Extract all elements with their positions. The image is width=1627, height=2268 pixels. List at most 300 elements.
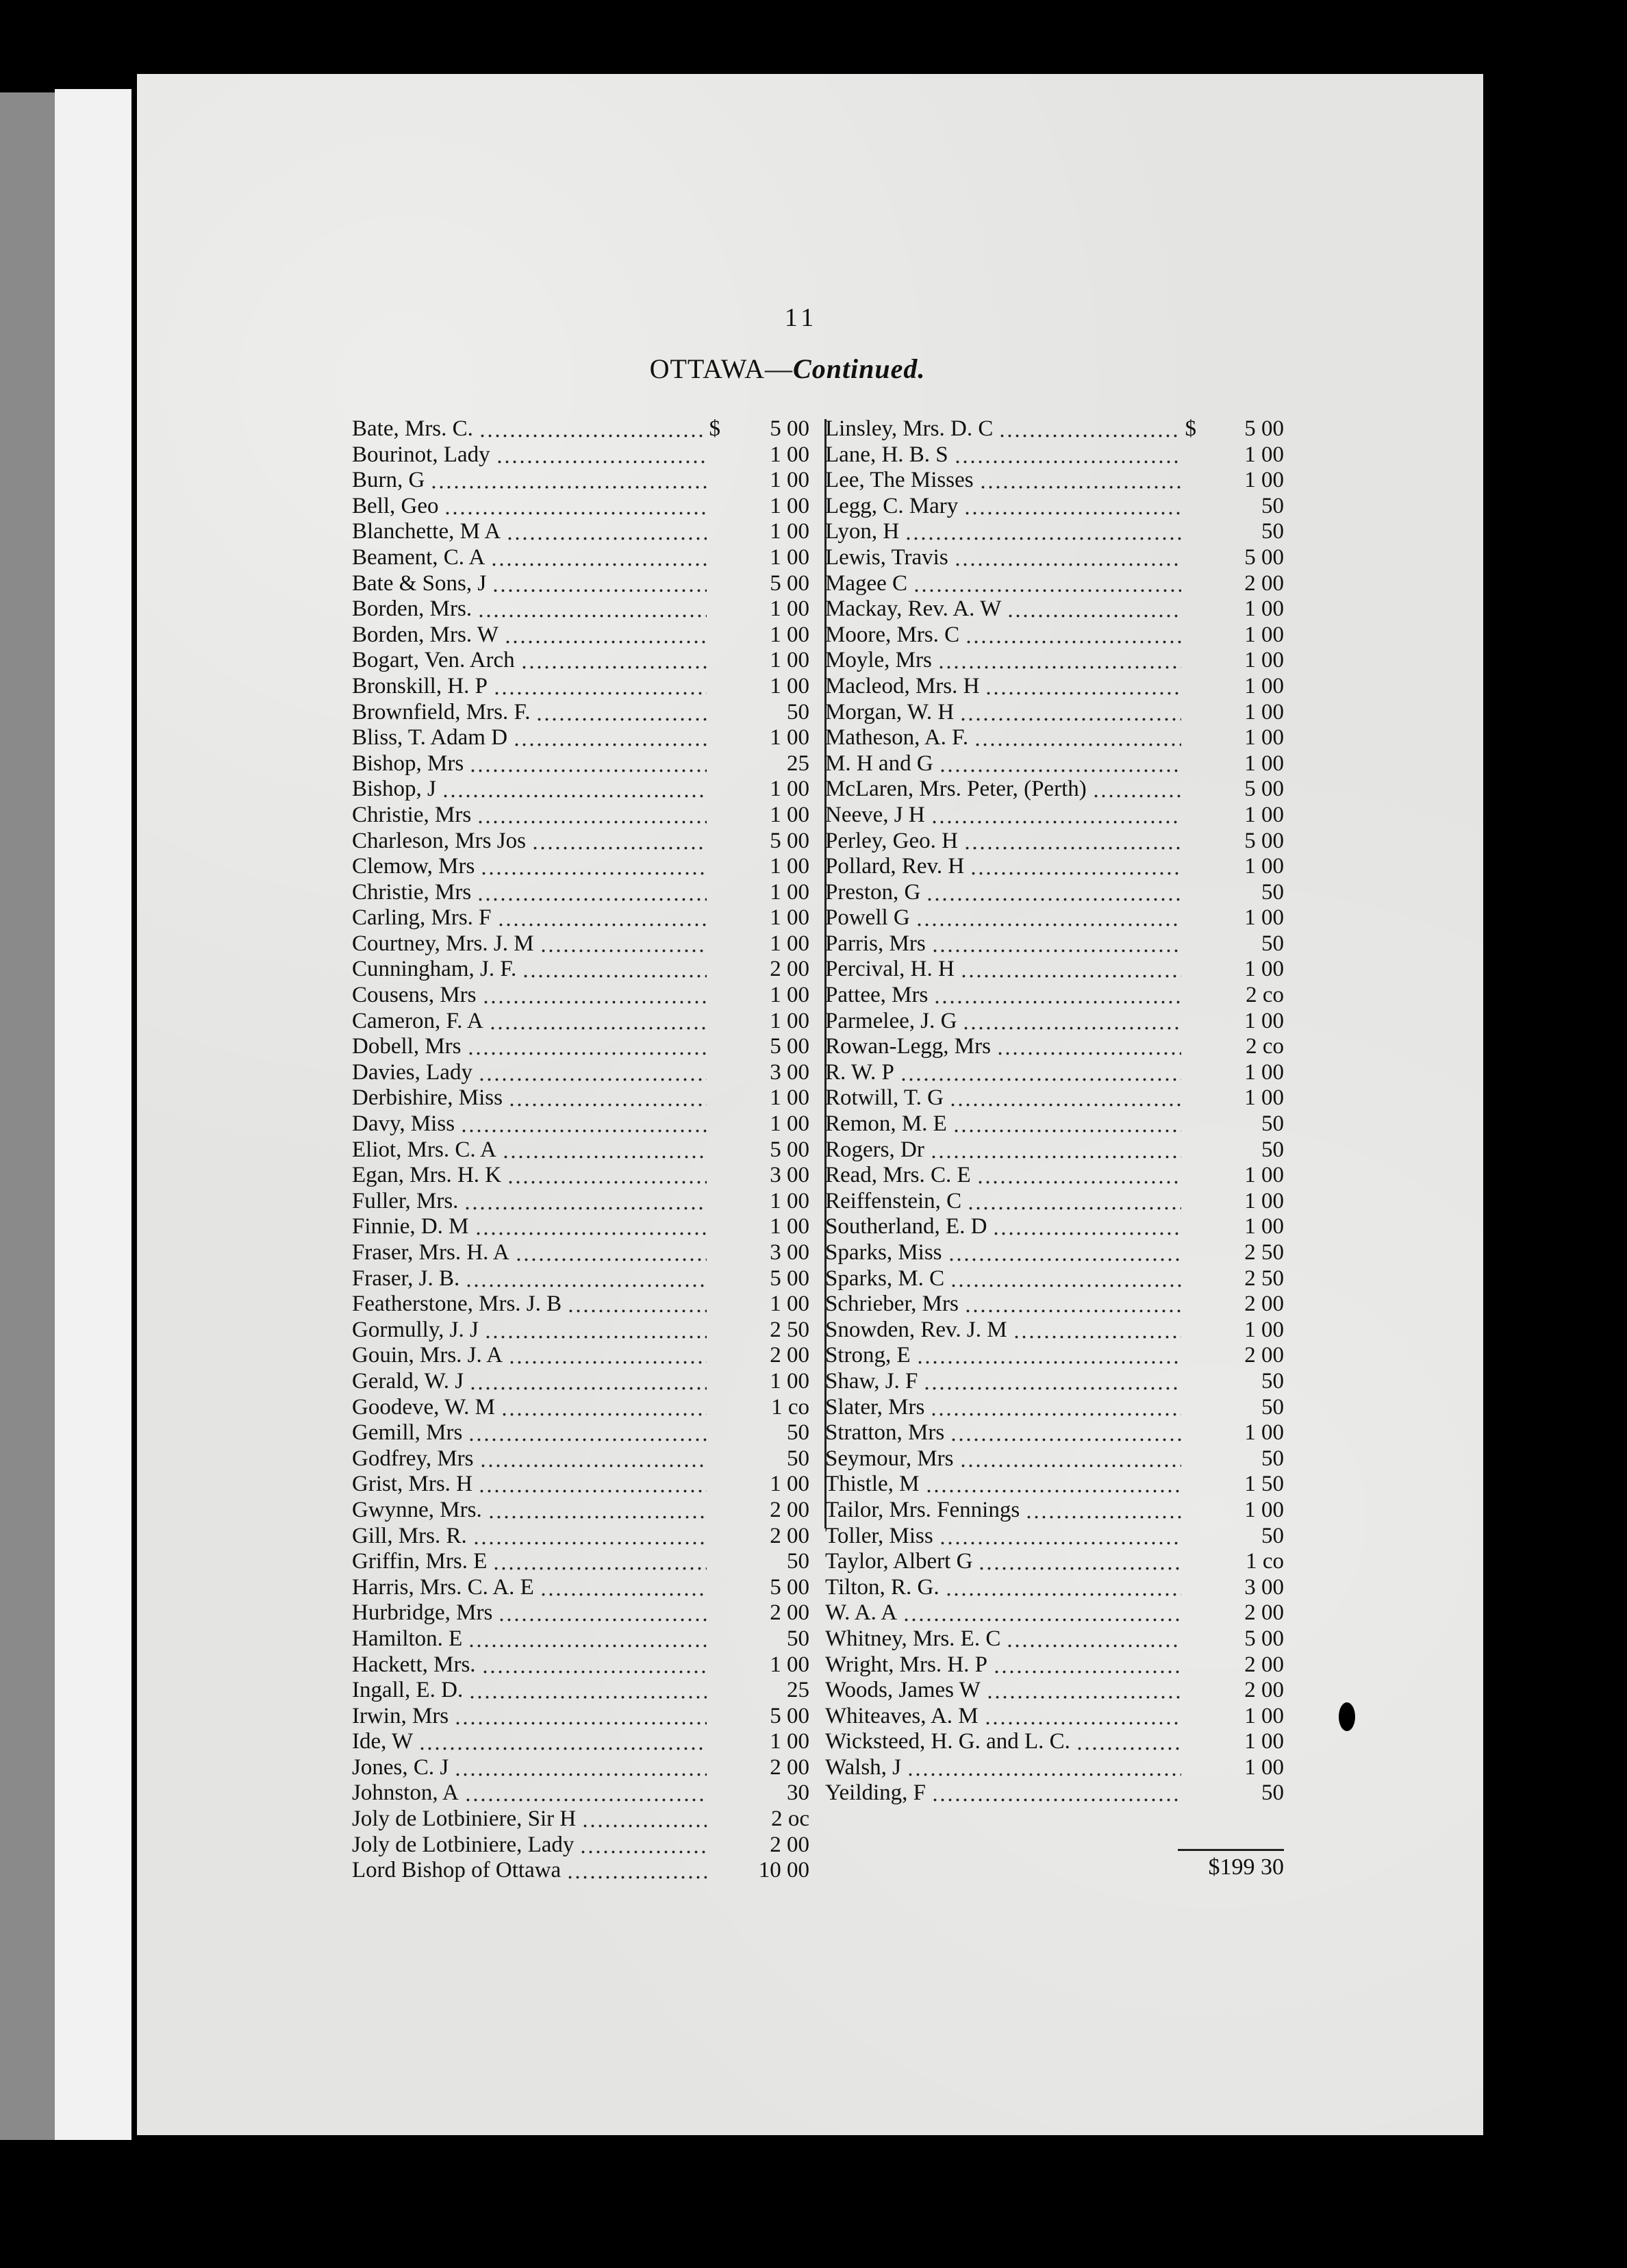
subscriber-name: Christie, Mrs	[352, 802, 472, 827]
subscriber-row	[825, 1240, 1284, 1266]
subscriber-name: Rowan-Legg, Mrs	[825, 1034, 991, 1059]
subscriber-name: Morgan, W. H	[825, 699, 955, 724]
subscriber-name: Powell G	[825, 905, 910, 931]
donation-amount: 1 00	[1244, 1059, 1284, 1085]
subscriber-row	[352, 905, 809, 931]
ink-speck	[1339, 1702, 1355, 1731]
subscriber-name: Shaw, J. F	[825, 1368, 918, 1394]
donation-amount: 1 00	[770, 854, 809, 879]
leader-dots	[522, 957, 707, 983]
subscriber-name: Dobell, Mrs	[352, 1034, 462, 1059]
leader-dots	[979, 468, 1181, 494]
subscriber-name: Wright, Mrs. H. P	[825, 1652, 988, 1677]
donation-amount: 1 00	[1244, 802, 1284, 827]
subscriber-row	[825, 1420, 1284, 1446]
donation-amount: 1 00	[1244, 1420, 1284, 1446]
donation-amount: 5 00	[770, 828, 809, 853]
subscriber-name: Percival, H. H	[825, 957, 955, 982]
subscriber-row	[825, 674, 1284, 700]
donation-amount: 2 00	[770, 957, 809, 982]
subscriber-name: Hurbridge, Mrs	[352, 1600, 493, 1626]
leader-dots	[996, 1034, 1181, 1060]
donation-amount: 3 00	[770, 1240, 809, 1265]
subscriber-row	[352, 1446, 809, 1472]
subscriber-name: Woods, James W	[825, 1678, 981, 1703]
ink-speck	[725, 40, 738, 70]
subscriber-name: Whiteaves, A. M	[825, 1703, 979, 1728]
leader-dots	[475, 1214, 707, 1240]
leader-dots	[945, 1575, 1181, 1601]
leader-dots	[916, 905, 1181, 931]
leader-dots	[937, 648, 1181, 674]
subscriber-row	[352, 622, 809, 648]
donation-amount: 1 00	[1244, 1163, 1284, 1188]
leader-dots	[960, 957, 1181, 983]
subscriber-name: Hamilton. E	[352, 1626, 463, 1651]
leader-dots	[1025, 1498, 1181, 1524]
donation-amount: 50	[1261, 931, 1284, 956]
donation-amount: 1 00	[1244, 622, 1284, 647]
subscriber-name: Griffin, Mrs. E	[352, 1549, 488, 1574]
donation-amount: 2 00	[1244, 1343, 1284, 1368]
subscriber-name: Thistle, M	[825, 1472, 920, 1497]
subscriber-row	[825, 1292, 1284, 1318]
leader-dots	[963, 494, 1181, 520]
leader-dots	[1007, 596, 1181, 622]
leader-dots	[926, 880, 1181, 906]
subscriber-name: Neeve, J H	[825, 802, 925, 827]
donation-amount: 5 00	[770, 1137, 809, 1162]
subscriber-row	[352, 1240, 809, 1266]
subscriber-row	[352, 1318, 809, 1344]
leader-dots	[959, 700, 1181, 726]
donation-amount: 2 00	[770, 1754, 809, 1780]
subscriber-name: Christie, Mrs	[352, 879, 472, 905]
subscriber-row	[352, 1729, 809, 1755]
leader-dots	[506, 519, 707, 545]
subscriber-name: Tilton, R. G.	[825, 1574, 939, 1600]
subscriber-name: Jones, C. J	[352, 1754, 449, 1780]
subscriber-name: Fraser, Mrs. H. A	[352, 1240, 509, 1265]
subscriber-row	[825, 1575, 1284, 1601]
donation-amount: 1 00	[1244, 751, 1284, 776]
donation-amount: 2 00	[770, 1523, 809, 1548]
subscriber-name: Fuller, Mrs.	[352, 1188, 459, 1213]
donation-amount: 2 oc	[771, 1806, 809, 1832]
subscriber-name: Burn, G	[352, 468, 425, 493]
subscriber-name: Clemow, Mrs	[352, 854, 475, 879]
subscriber-row	[352, 1652, 809, 1678]
subscriber-row	[825, 829, 1284, 855]
leader-dots	[985, 674, 1181, 700]
donation-amount: 1 00	[770, 777, 809, 802]
donation-amount: 50	[787, 1549, 809, 1574]
donation-amount: 50	[1261, 1394, 1284, 1420]
subscriber-name: Courtney, Mrs. J. M	[352, 931, 534, 956]
subscriber-row	[352, 700, 809, 726]
subscriber-name: Godfrey, Mrs	[352, 1446, 474, 1471]
subscriber-row	[825, 1472, 1284, 1498]
ink-speck	[1537, 1387, 1548, 1400]
subscriber-row	[825, 442, 1284, 468]
donation-amount: 50	[1261, 879, 1284, 905]
subscriber-row	[825, 1498, 1284, 1524]
subscriber-row	[825, 1343, 1284, 1369]
subscriber-row	[352, 983, 809, 1009]
subscriber-row	[352, 1420, 809, 1446]
subscriber-row	[825, 1524, 1284, 1550]
subscriber-name: Rogers, Dr	[825, 1137, 924, 1162]
leader-dots	[913, 571, 1181, 597]
leader-dots	[962, 1009, 1181, 1035]
subscriber-name: Remon, M. E	[825, 1111, 947, 1137]
subscriber-name: Lane, H. B. S	[825, 442, 948, 467]
donation-amount: 1 00	[770, 1292, 809, 1317]
subscriber-row	[825, 1780, 1284, 1806]
subscriber-name: Magee C	[825, 570, 908, 596]
donation-amount: 1 00	[1244, 905, 1284, 931]
donation-amount: 5 00	[770, 570, 809, 596]
subscriber-row	[825, 519, 1284, 545]
donation-amount: 1 50	[1244, 1472, 1284, 1497]
subscriber-row	[825, 803, 1284, 829]
subscriber-row	[352, 1524, 809, 1550]
subscriber-row	[825, 983, 1284, 1009]
leader-dots	[477, 803, 707, 829]
subscriber-name: W. A. A	[825, 1600, 898, 1626]
subscriber-name: Grist, Mrs. H	[352, 1472, 473, 1497]
subscriber-row	[352, 1189, 809, 1215]
subscriber-row	[352, 1832, 809, 1859]
subscriber-name: Gormully, J. J	[352, 1317, 479, 1342]
donation-amount: 1 00	[1244, 1214, 1284, 1239]
donation-amount: 3 00	[770, 1163, 809, 1188]
donation-amount: 5 00	[770, 416, 809, 441]
subscriber-name: Borden, Mrs.	[352, 596, 472, 622]
leader-dots	[482, 983, 707, 1009]
dollar-sign: $	[1185, 416, 1196, 441]
leader-dots	[925, 1472, 1181, 1498]
leader-dots	[535, 700, 707, 726]
leader-dots	[489, 1009, 707, 1035]
subscriber-name: Gill, Mrs. R.	[352, 1523, 467, 1548]
leader-dots	[464, 1189, 707, 1215]
subscriber-name: Bliss, T. Adam D	[352, 725, 508, 751]
leader-dots	[488, 1498, 707, 1524]
subscriber-row	[352, 416, 809, 442]
subscriber-row	[352, 1678, 809, 1704]
subscriber-name: Gerald, W. J	[352, 1368, 464, 1394]
donation-amount: 5 00	[770, 1574, 809, 1600]
subscriber-row	[352, 596, 809, 622]
donation-amount: 1 00	[770, 1188, 809, 1213]
donation-amount: 1 00	[770, 622, 809, 647]
subscriber-row	[825, 1652, 1284, 1678]
leader-dots	[493, 674, 707, 700]
donation-amount: 50	[787, 699, 809, 724]
donation-amount: 1 00	[770, 802, 809, 827]
subscriber-row	[352, 931, 809, 957]
subscriber-name: Davies, Lady	[352, 1059, 472, 1085]
subscriber-row	[825, 1678, 1284, 1704]
subscriber-name: Borden, Mrs. W	[352, 622, 499, 647]
subscriber-row	[352, 1755, 809, 1781]
subscriber-row	[352, 1549, 809, 1575]
subscriber-row	[352, 571, 809, 597]
donation-amount: 2 00	[770, 1343, 809, 1368]
donation-amount: 25	[787, 751, 809, 776]
subscriber-row	[352, 442, 809, 468]
donation-amount: 50	[1261, 1111, 1284, 1137]
subscriber-row	[825, 1111, 1284, 1137]
leader-dots	[950, 1420, 1181, 1446]
donation-amount: 1 00	[1244, 854, 1284, 879]
leader-dots	[468, 1420, 707, 1446]
leader-dots	[513, 725, 707, 751]
leader-dots	[520, 648, 707, 674]
subscriber-row	[352, 1498, 809, 1524]
subscriber-row	[352, 1060, 809, 1086]
subscriber-row	[825, 494, 1284, 520]
subscriber-name: Pollard, Rev. H	[825, 854, 965, 879]
subscriber-name: Yeilding, F	[825, 1780, 926, 1806]
subscriber-name: Linsley, Mrs. D. C	[825, 416, 994, 441]
donation-amount: 1 00	[1244, 468, 1284, 493]
subscriber-name: Perley, Geo. H	[825, 828, 958, 853]
donation-amount: 1 00	[1244, 648, 1284, 673]
subscriber-name: Johnston, A	[352, 1780, 459, 1806]
subscriber-name: Bate & Sons, J	[352, 570, 487, 596]
donation-amount: 2 00	[770, 1600, 809, 1626]
donation-amount: 50	[1261, 1780, 1284, 1806]
leader-dots	[504, 622, 707, 648]
leader-dots	[531, 829, 707, 855]
subscriber-row	[352, 880, 809, 906]
donation-amount: 5 00	[770, 1265, 809, 1291]
donation-amount: 1 00	[1244, 1754, 1284, 1780]
leader-dots	[998, 416, 1181, 442]
donation-amount: 5 00	[1244, 416, 1284, 441]
leader-dots	[959, 1446, 1181, 1472]
leader-dots	[1006, 1626, 1181, 1652]
subscriber-name: Legg, C. Mary	[825, 493, 959, 518]
donation-amount: 5 00	[770, 1703, 809, 1728]
leader-dots	[477, 596, 707, 622]
donation-amount: 1 co	[771, 1394, 809, 1420]
leader-dots	[464, 1780, 707, 1806]
subscriber-name: McLaren, Mrs. Peter, (Perth)	[825, 777, 1087, 802]
subscriber-name: Whitney, Mrs. E. C	[825, 1626, 1001, 1651]
donation-amount: 50	[1261, 519, 1284, 544]
subscriber-row	[352, 777, 809, 803]
subscriber-row	[825, 777, 1284, 803]
subscriber-name: Cameron, F. A	[352, 1008, 483, 1033]
leader-dots	[515, 1240, 707, 1266]
subscriber-row	[825, 622, 1284, 648]
donation-amount: 50	[1261, 1446, 1284, 1471]
subscriber-row	[825, 1549, 1284, 1575]
leader-dots	[460, 1111, 707, 1137]
leader-dots	[903, 1600, 1181, 1626]
subscriber-row	[825, 905, 1284, 931]
donation-amount: 2 00	[1244, 1600, 1284, 1626]
subscriber-row	[352, 1214, 809, 1240]
subscriber-name: Bishop, J	[352, 777, 436, 802]
subscriber-row	[352, 1704, 809, 1730]
donation-amount: 1 00	[770, 1214, 809, 1239]
leader-dots	[478, 1472, 707, 1498]
leader-dots	[579, 1832, 707, 1859]
leader-dots	[479, 1446, 707, 1472]
subscriber-name: M. H and G	[825, 751, 933, 776]
subscriber-row	[352, 751, 809, 777]
subscriber-name: Derbishire, Miss	[352, 1085, 503, 1111]
leader-dots	[507, 1163, 707, 1189]
leader-dots	[484, 1318, 707, 1344]
donation-amount: 1 00	[770, 648, 809, 673]
leader-dots	[540, 931, 707, 957]
donation-amount: 50	[787, 1420, 809, 1446]
subscriber-row	[352, 1395, 809, 1421]
donation-amount: 1 00	[770, 725, 809, 751]
subscriber-row	[825, 1369, 1284, 1395]
donation-amount: 1 00	[1244, 596, 1284, 622]
donation-amount: 5 00	[1244, 544, 1284, 570]
donation-amount: 5 00	[1244, 1626, 1284, 1651]
subscriber-list-right	[825, 416, 1284, 1806]
subscriber-name: Stratton, Mrs	[825, 1420, 945, 1446]
leader-dots	[478, 1060, 707, 1086]
leader-dots	[492, 571, 707, 597]
subscriber-name: Hackett, Mrs.	[352, 1652, 476, 1677]
subscriber-name: R. W. P	[825, 1059, 894, 1085]
subscriber-name: Strong, E	[825, 1343, 911, 1368]
donation-amount: 1 00	[770, 493, 809, 518]
subscriber-row	[825, 1755, 1284, 1781]
donation-amount: 30	[787, 1780, 809, 1806]
subscriber-name: Harris, Mrs. C. A. E	[352, 1574, 534, 1600]
leader-dots	[444, 494, 707, 520]
subscriber-row	[352, 1600, 809, 1626]
donation-amount: 50	[787, 1446, 809, 1471]
total-rule	[1178, 1849, 1284, 1851]
subscriber-row	[352, 468, 809, 494]
donation-amount: 50	[1261, 493, 1284, 518]
donation-amount: 1 00	[770, 1085, 809, 1111]
donation-amount: 1 00	[1244, 725, 1284, 751]
subscriber-row	[825, 1704, 1284, 1730]
subscriber-name: Blanchette, M A	[352, 519, 501, 544]
subscriber-list-left	[352, 416, 809, 1884]
leader-dots	[930, 1395, 1181, 1421]
donation-amount: 1 00	[1244, 442, 1284, 467]
subscriber-row	[352, 648, 809, 674]
subscriber-row	[352, 1472, 809, 1498]
leader-dots	[984, 1704, 1181, 1730]
leader-dots	[923, 1369, 1181, 1395]
subscriber-row	[352, 1034, 809, 1060]
subscriber-row	[352, 854, 809, 880]
leader-dots	[948, 1240, 1181, 1266]
leader-dots	[566, 1858, 707, 1884]
leader-dots	[964, 1292, 1181, 1318]
donation-amount: 1 00	[770, 1368, 809, 1394]
donation-amount: 3 00	[770, 1059, 809, 1085]
leader-dots	[967, 1189, 1181, 1215]
leader-dots	[418, 1729, 707, 1755]
subscriber-row	[352, 1137, 809, 1163]
leader-dots	[479, 416, 707, 442]
leader-dots	[900, 1060, 1181, 1086]
subscriber-row	[352, 1858, 809, 1884]
leader-dots	[477, 880, 707, 906]
leader-dots	[502, 1137, 707, 1163]
leader-dots	[454, 1755, 707, 1781]
donation-amount: 5 00	[770, 1034, 809, 1059]
subscriber-name: Snowden, Rev. J. M	[825, 1317, 1007, 1342]
leader-dots	[469, 1369, 707, 1395]
donation-amount: 2 00	[1244, 570, 1284, 596]
leader-dots	[954, 545, 1181, 571]
leader-dots	[993, 1652, 1181, 1678]
donation-amount: 1 00	[770, 879, 809, 905]
donation-amount: 2 co	[1246, 983, 1284, 1008]
leader-dots	[465, 1266, 707, 1292]
subscriber-row	[352, 519, 809, 545]
subscriber-name: Schrieber, Mrs	[825, 1292, 959, 1317]
subscriber-row	[825, 1034, 1284, 1060]
subscriber-name: Parmelee, J. G	[825, 1008, 957, 1033]
subscriber-row	[825, 1600, 1284, 1626]
donation-amount: 1 00	[1244, 1188, 1284, 1213]
page-gutter	[55, 89, 131, 2140]
donation-amount: 1 00	[770, 1652, 809, 1677]
subscriber-name: Preston, G	[825, 879, 921, 905]
subscriber-row	[825, 1214, 1284, 1240]
subscriber-name: Sparks, Miss	[825, 1240, 942, 1265]
leader-dots	[954, 442, 1181, 468]
subscriber-row	[352, 545, 809, 571]
leader-dots	[454, 1704, 707, 1730]
donation-amount: 1 00	[1244, 1008, 1284, 1033]
subscriber-name: Eliot, Mrs. C. A	[352, 1137, 496, 1162]
leader-dots	[567, 1292, 707, 1318]
leader-dots	[939, 1524, 1181, 1550]
donation-amount: 2 00	[1244, 1678, 1284, 1703]
leader-dots	[963, 829, 1181, 855]
subscriber-row	[825, 1189, 1284, 1215]
subscriber-name: Macleod, Mrs. H	[825, 673, 980, 698]
subscriber-name: Moyle, Mrs	[825, 648, 932, 673]
subscriber-row	[825, 931, 1284, 957]
leader-dots	[1076, 1729, 1181, 1755]
leader-dots	[480, 854, 707, 880]
leader-dots	[490, 545, 707, 571]
donation-amount: 10 00	[758, 1858, 809, 1883]
subscriber-name: Ide, W	[352, 1729, 414, 1754]
leader-dots	[1092, 777, 1181, 803]
subscriber-name: Featherstone, Mrs. J. B	[352, 1292, 562, 1317]
donation-amount: 2 00	[1244, 1292, 1284, 1317]
subscriber-name: Goodeve, W. M	[352, 1394, 495, 1420]
subscriber-row	[825, 1446, 1284, 1472]
subscriber-row	[352, 1292, 809, 1318]
leader-dots	[469, 751, 707, 777]
donation-amount: 1 00	[770, 442, 809, 467]
leader-dots	[468, 1626, 707, 1652]
subscriber-name: Lord Bishop of Ottawa	[352, 1858, 562, 1883]
subscriber-name: Matheson, A. F.	[825, 725, 969, 751]
